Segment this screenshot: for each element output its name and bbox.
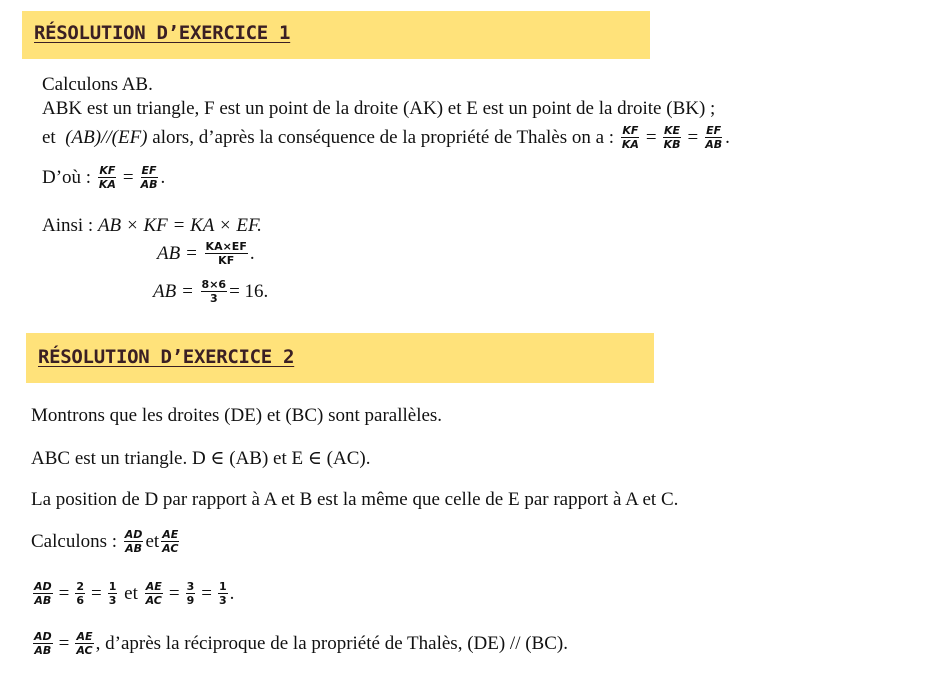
s1-ab-result: AB = $\frac{8\times 6}{3}$ = 16. <box>153 278 269 305</box>
section2-banner <box>26 333 654 383</box>
s1-line3: et (AB)//(EF) alors, d’après la conséquence de la propriété de Thalès on a : $\frac{KF}{KA}$ = $\frac{KE}{KB}$ = $\frac{EF}{AB}$ . <box>42 124 730 151</box>
thales-frac-3: $\frac{EF}{AB}$ <box>705 124 723 151</box>
eq1-frac-3: $\frac{1}{3}$ <box>108 580 117 607</box>
ab-frac: $\frac{KA\times EF}{KF}$ <box>205 240 247 267</box>
calc-frac-2: $\frac{AE}{AC}$ <box>162 528 179 555</box>
concl-frac-2: $\frac{AE}{AC}$ <box>76 630 93 657</box>
s1-line2: ABK est un triangle, F est un point de la droite (AK) et E est un point de la droite (BK) ; <box>42 98 716 119</box>
eq2-frac-1: $\frac{AE}{AC}$ <box>145 580 162 607</box>
s2-eq: $\frac{AD}{AB}$ = $\frac{2}{6}$ = $\frac{1}{3}$ et $\frac{AE}{AC}$ = $\frac{3}{9}$ = $\frac{1}{3}$ . <box>34 580 235 607</box>
eq2-frac-3: $\frac{1}{3}$ <box>218 580 227 607</box>
eq1-frac-1: $\frac{AD}{AB}$ <box>34 580 52 607</box>
s2-conclusion: $\frac{AD}{AB}$ = $\frac{AE}{AC}$ , d’après la réciproque de la propriété de Thalès, (DE) // (BC). <box>34 630 568 657</box>
s2-line2: ABC est un triangle. D ∈ (AB) et E ∈ (AC). <box>31 448 371 469</box>
s1-ainsi: Ainsi : AB × KF = KA × EF. <box>42 215 262 236</box>
s2-calc: Calculons : $\frac{AD}{AB}$ et $\frac{AE}{AC}$ <box>31 528 179 555</box>
s2-line1: Montrons que les droites (DE) et (BC) sont parallèles. <box>31 405 443 426</box>
section1-banner <box>22 11 650 59</box>
eq2-frac-2: $\frac{3}{9}$ <box>186 580 195 607</box>
s1-line1: Calculons AB. <box>42 74 153 95</box>
eq1-frac-2: $\frac{2}{6}$ <box>76 580 85 607</box>
section1-title: RÉSOLUTION D’EXERCICE 1 <box>34 22 291 44</box>
concl-frac-1: $\frac{AD}{AB}$ <box>34 630 52 657</box>
s1-dou: D’où : $\frac{KF}{KA}$ = $\frac{EF}{AB}$ . <box>42 164 166 191</box>
ab2-frac: $\frac{8\times 6}{3}$ <box>201 278 227 305</box>
thales-frac-1: $\frac{KF}{KA}$ <box>621 124 639 151</box>
calc-frac-1: $\frac{AD}{AB}$ <box>124 528 143 555</box>
dou-frac-1: $\frac{KF}{KA}$ <box>98 164 116 191</box>
dou-frac-2: $\frac{EF}{AB}$ <box>140 164 158 191</box>
s1-ab-formula: AB = $\frac{KA\times EF}{KF}$ . <box>157 240 255 267</box>
s2-line3: La position de D par rapport à A et B est la même que celle de E par rapport à A et C. <box>31 489 679 510</box>
section2-title: RÉSOLUTION D’EXERCICE 2 <box>38 346 295 368</box>
thales-frac-2: $\frac{KE}{KB}$ <box>663 124 681 151</box>
